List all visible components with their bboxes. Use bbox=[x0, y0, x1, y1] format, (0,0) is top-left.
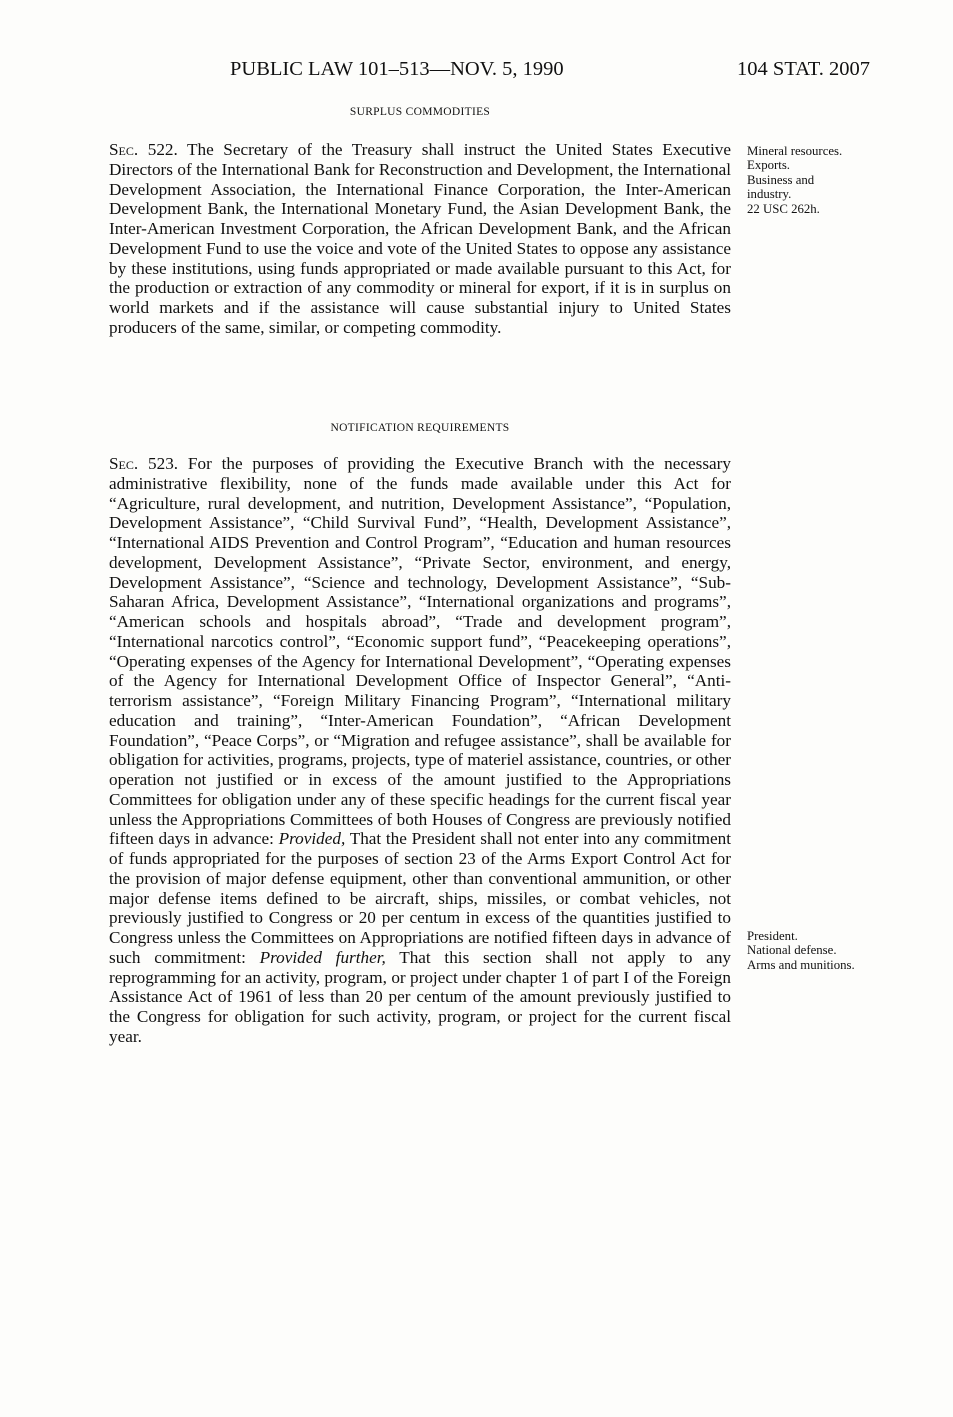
header-public-law: PUBLIC LAW 101–513—NOV. 5, 1990 bbox=[230, 58, 564, 80]
provided-italic: Provided, bbox=[278, 829, 346, 849]
section-523-text bbox=[109, 454, 731, 1047]
section-523-margin-notes bbox=[747, 929, 857, 972]
section-522-margin-notes bbox=[747, 144, 857, 216]
page-header bbox=[230, 58, 870, 86]
section-523-body-part1: For the purposes of providing the Executive Branch with the necessary administrative flexibility, none of the funds made available under this Act for “Agriculture, rural development, and nutrition, Development Assistance”, “Population, Development Assistance”, “Child Survival Fund”, “Health, Development Assistance”, “International AIDS Prevention and Control Program”, “Education and human resources development, Development Assistance”, “Private Sector, environment, and energy, Development Assistance”, “Science and technology, Development Assistance”, “Sub-Saharan Africa, Development Assistance”, “International organizations and programs”, “American schools and hospitals abroad”, “Trade and development program”, “International narcotics control”, “Economic support fund”, “Peacekeeping operations”, “Operating expenses of the Agency for International Development”, “Operating expenses of the Agency for International Development Office of Inspector General”, “Anti-terrorism assistance”, “Foreign Military Financing Program”, “International military education and training”, “Inter-American Foundation”, “African Development Foundation”, “Peace Corps”, or “Migration and refugee assistance”, shall be available for obligation for activities, programs, projects, type of materiel assistance, countries, or other operation not justified or in excess of the amount justified to the Appropriations Committees for obligation under any of these specific headings for the current fiscal year unless the Appropriations Committees of both Houses of Congress are previously notified fifteen days in advance: bbox=[109, 454, 731, 849]
margin-note: Arms and munitions. bbox=[747, 957, 855, 972]
margin-note: Business and industry. bbox=[747, 172, 815, 202]
margin-note: Mineral resources. bbox=[747, 144, 843, 158]
section-522-text bbox=[109, 140, 731, 338]
margin-note: Exports. bbox=[747, 158, 791, 173]
provided-further-italic: Provided further, bbox=[259, 947, 386, 967]
section-523-label: Sec. 523. bbox=[109, 454, 179, 473]
section-522-body: The Secretary of the Treasury shall instruct the United States Executive Directors of the International Bank for Reconstruction and Development, the International Development Association, the International Finance Corporation, the Inter-American Development Bank, the International Monetary Fund, the Asian Development Bank, the Inter-American Investment Corporation, the African Development Bank, and the African Development Fund to use the voice and vote of the United States to oppose any assistance by these institutions, using funds appropriated or made available pursuant to this Act, for the production or extraction of any commodity or mineral for export, if it is in surplus on world markets and if the assistance will cause substantial injury to United States producers of the same, similar, or competing commodity. bbox=[109, 140, 731, 337]
header-stat-page: 104 STAT. 2007 bbox=[737, 58, 870, 80]
margin-note: President. bbox=[747, 929, 798, 943]
section-522-label: Sec. 522. bbox=[109, 140, 178, 159]
section-523-heading: NOTIFICATION REQUIREMENTS bbox=[330, 422, 510, 434]
section-523-body-part2: That the President shall not enter into any commitment of funds appropriated for the purposes of section 23 of the Arms Export Control Act for the provision of major defense equipment, other than conventional ammunition, or other major defense items defined to be aircraft, ships, missiles, or combat vehicles, not previously justified to Congress or 20 per centum in excess of the quantities justified to Congress unless the Committees on Appropriations are notified fifteen days in advance of such commitment: bbox=[109, 829, 732, 967]
section-522-heading: SURPLUS COMMODITIES bbox=[349, 106, 491, 118]
margin-note: National defense. bbox=[747, 943, 837, 958]
margin-note: 22 USC 262h. bbox=[747, 201, 820, 216]
section-523-body-part3: That this section shall not apply to any reprogramming for an activity, program, or project under chapter 1 of part I of the Foreign Assistance Act of 1961 of less than 20 per centum of the amount previously justified to the Congress for obligation for such activity, program, or project for the current fiscal year. bbox=[109, 947, 732, 1046]
